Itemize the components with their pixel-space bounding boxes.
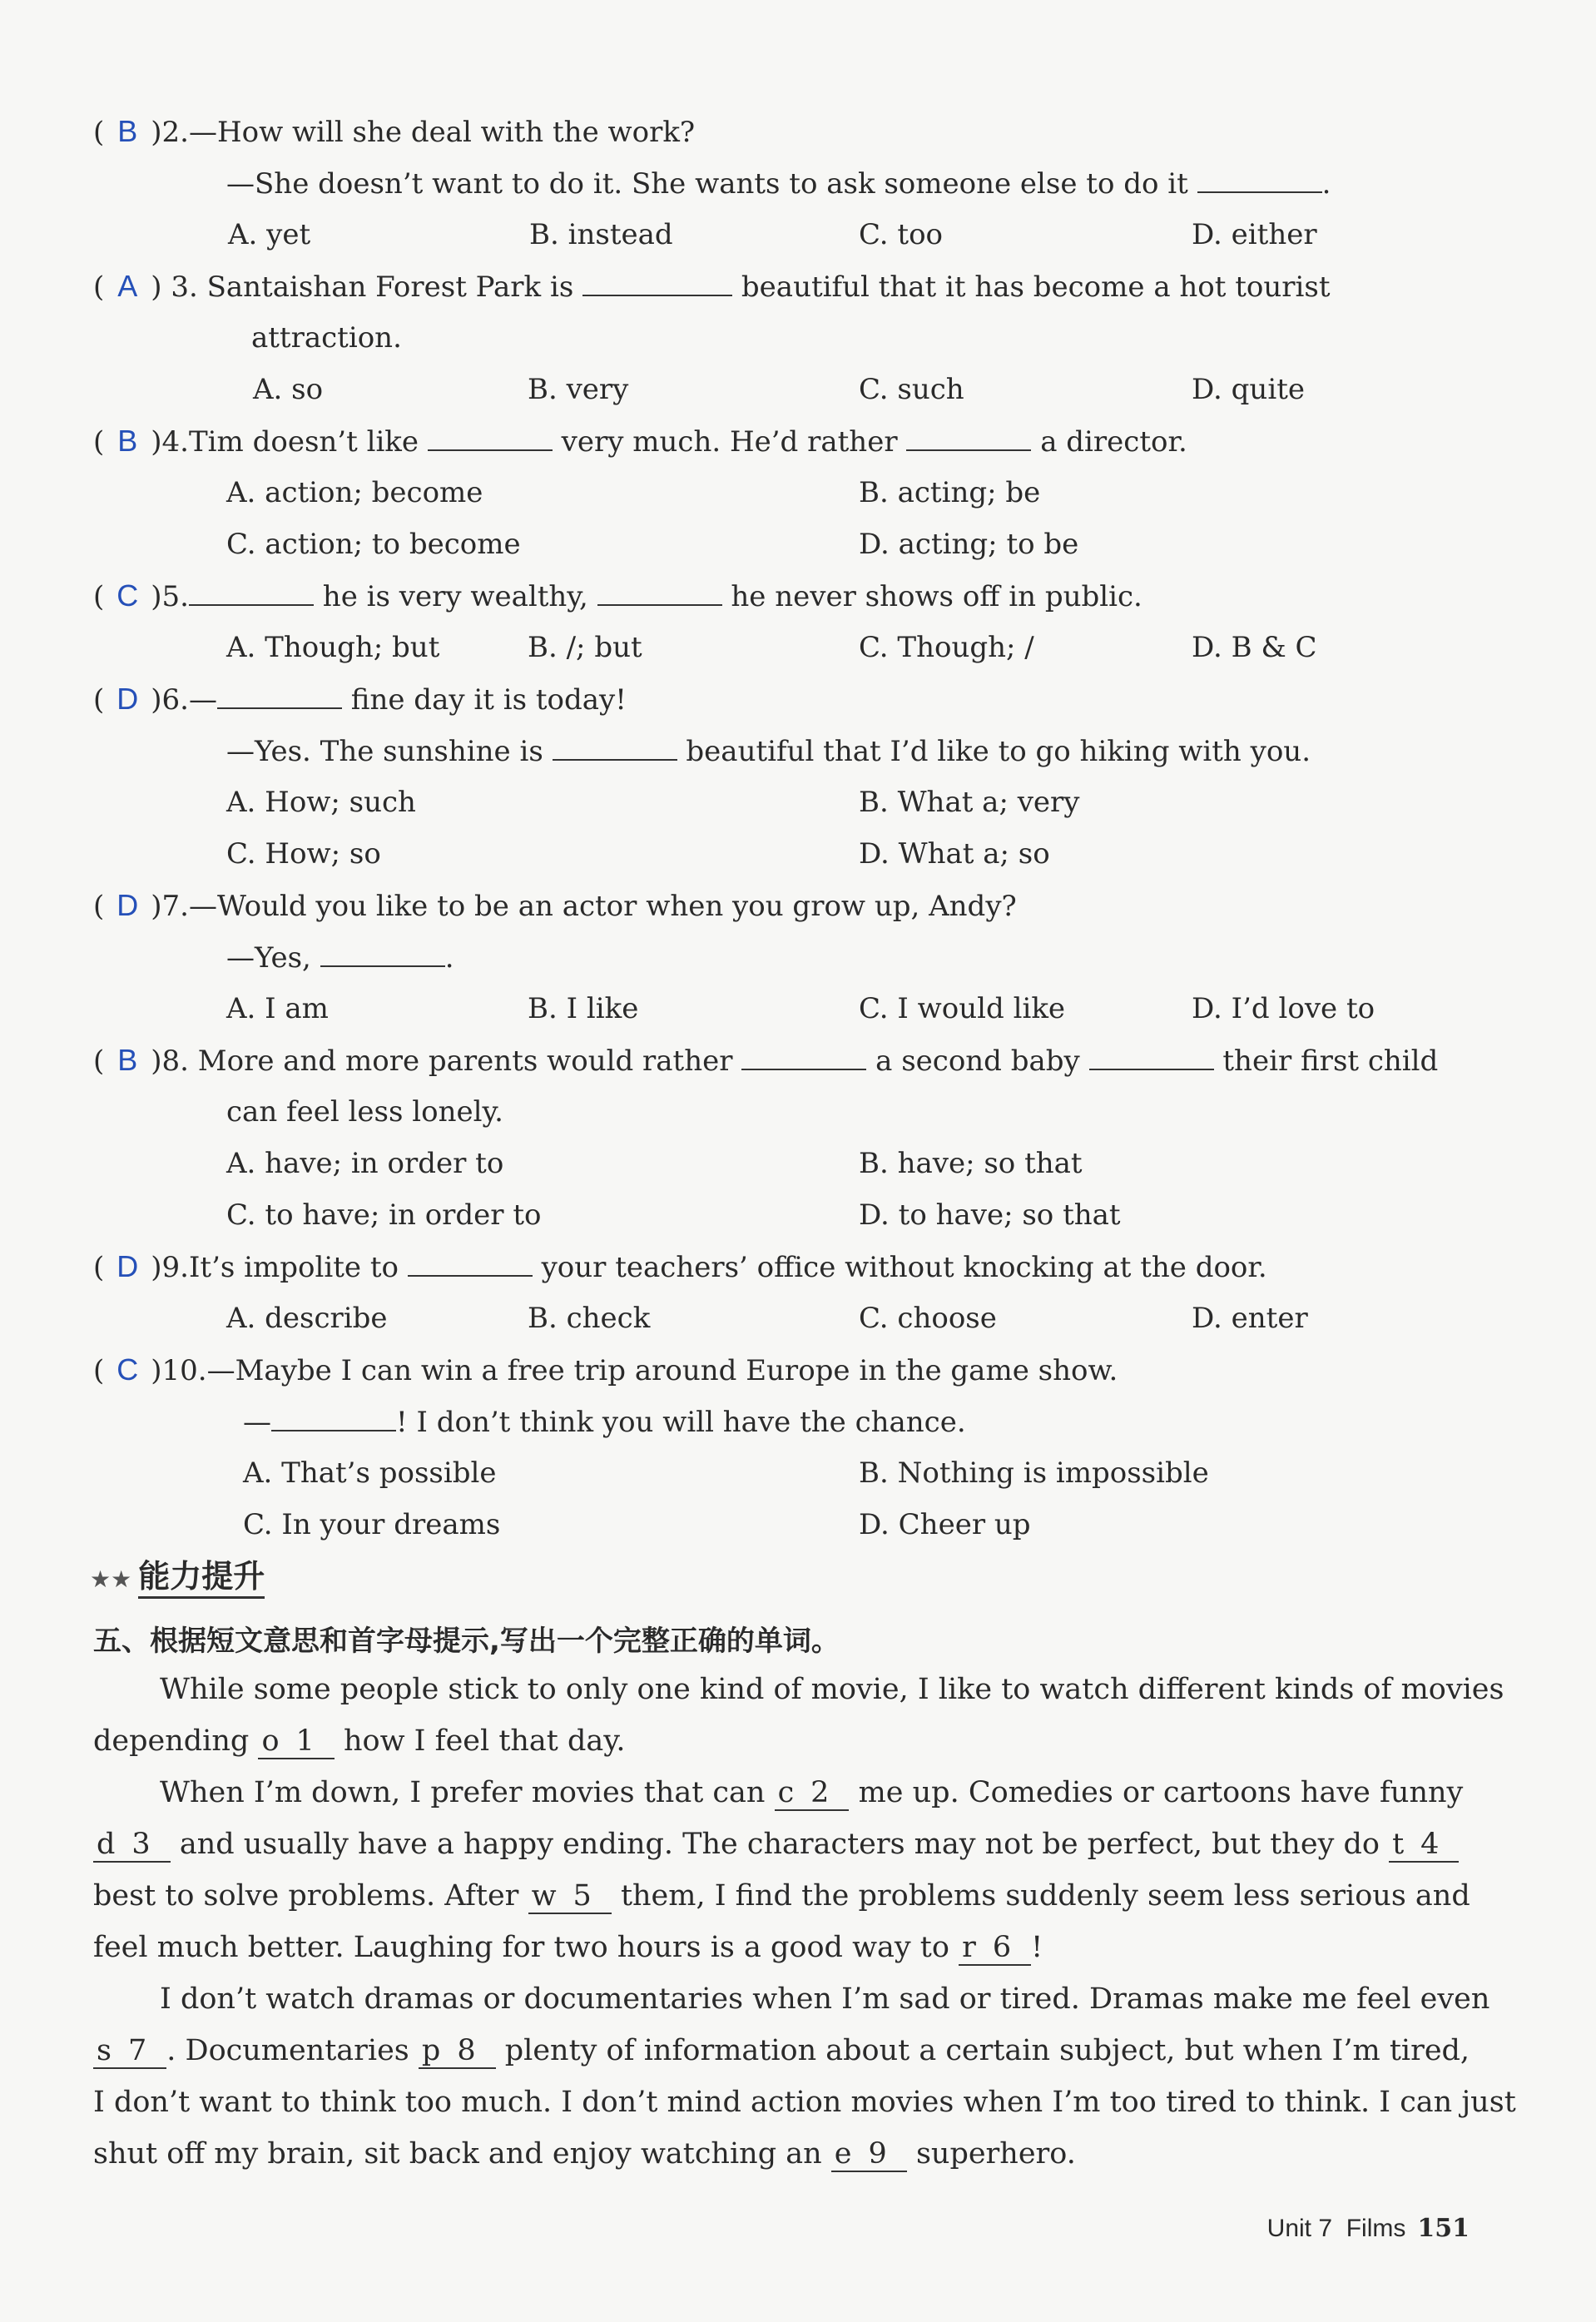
blank xyxy=(906,424,1031,451)
question-10-reply: — ! I don’t think you will have the chance. xyxy=(243,1406,966,1439)
blank xyxy=(597,579,722,606)
page-number: 151 xyxy=(1417,2214,1470,2243)
blank xyxy=(1089,1044,1214,1070)
question-6: ( D )6.— fine day it is today! xyxy=(93,682,627,717)
blank xyxy=(428,424,553,451)
option: B. very xyxy=(528,373,629,406)
question-10: ( C )10.—Maybe I can win a free trip around Europe in the game show. xyxy=(93,1352,1118,1387)
question-6-reply: —Yes. The sunshine is beautiful that I’d like to go hiking with you. xyxy=(226,735,1311,768)
blank xyxy=(408,1250,533,1277)
blank xyxy=(271,1405,396,1431)
answer-9: D xyxy=(116,1249,139,1283)
blank xyxy=(582,270,732,296)
option: C. too xyxy=(859,218,944,251)
option: A. have; in order to xyxy=(226,1147,504,1180)
fill-blank-7: s 7 xyxy=(93,2034,166,2069)
passage-line: depending o 1 how I feel that day. xyxy=(93,1724,626,1758)
question-3-cont: attraction. xyxy=(251,321,402,355)
option: B. instead xyxy=(529,218,673,251)
option: A. How; such xyxy=(226,786,416,819)
passage-line: feel much better. Laughing for two hours is a good way to r 6 ! xyxy=(93,1931,1043,1964)
question-8-cont: can feel less lonely. xyxy=(226,1095,503,1129)
question-2-reply: —She doesn’t want to do it. She wants to ask someone else to do it . xyxy=(226,167,1331,201)
option: D. enter xyxy=(1192,1302,1308,1335)
stars-icon: ★★ xyxy=(90,1565,132,1593)
passage-line: When I’m down, I prefer movies that can c 2 me up. Comedies or cartoons have funny xyxy=(160,1776,1464,1809)
question-7: ( D )7.—Would you like to be an actor when you grow up, Andy? xyxy=(93,888,1017,923)
option: D. quite xyxy=(1192,373,1305,406)
page-footer: Unit 7 Films 151 xyxy=(1266,2214,1470,2243)
fill-blank-9: e 9 xyxy=(831,2137,907,2172)
option: B. What a; very xyxy=(859,786,1080,819)
option: B. I like xyxy=(528,992,639,1025)
fill-blank-6: r 6 xyxy=(959,1931,1031,1966)
answer-2: B xyxy=(117,114,138,148)
question-3: ( A ) 3. Santaishan Forest Park is beautiful that it has become a hot tourist xyxy=(93,269,1331,304)
answer-8: B xyxy=(117,1043,138,1077)
answer-6: D xyxy=(116,682,139,716)
option: A. Though; but xyxy=(226,631,440,664)
blank xyxy=(741,1044,866,1070)
answer-4: B xyxy=(117,424,138,458)
section-heading: ★★ 能力提升 xyxy=(90,1556,265,1600)
option: B. Nothing is impossible xyxy=(859,1456,1209,1490)
option: C. Though; / xyxy=(859,631,1034,664)
fill-blank-8: p 8 xyxy=(419,2034,496,2069)
passage-line: I don’t want to think too much. I don’t mind action movies when I’m too tired to think. I can just xyxy=(93,2086,1516,2119)
blank xyxy=(189,579,314,606)
question-4: ( B )4.Tim doesn’t like very much. He’d rather a director. xyxy=(93,424,1187,459)
option: B. check xyxy=(528,1302,651,1335)
answer-7: D xyxy=(116,888,139,922)
question-2-stem: —How will she deal with the work? xyxy=(188,116,696,149)
option: D. acting; to be xyxy=(859,528,1079,561)
option: B. acting; be xyxy=(859,476,1041,509)
answer-10: C xyxy=(116,1352,139,1387)
option: C. How; so xyxy=(226,837,381,871)
option: C. to have; in order to xyxy=(226,1198,542,1232)
passage-line: I don’t watch dramas or documentaries when I’m sad or tired. Dramas make me feel even xyxy=(160,1982,1490,2016)
answer-3: A xyxy=(117,269,138,303)
passage-line: While some people stick to only one kind of movie, I like to watch different kinds of movies xyxy=(160,1673,1504,1706)
question-9: ( D )9.It’s impolite to your teachers’ office without knocking at the door. xyxy=(93,1249,1267,1284)
question-7-reply: —Yes, . xyxy=(226,941,454,975)
question-5: ( C )5. he is very wealthy, he never shows off in public. xyxy=(93,578,1142,613)
option: D. Cheer up xyxy=(859,1508,1031,1541)
option: D. to have; so that xyxy=(859,1198,1121,1232)
option: B. /; but xyxy=(528,631,642,664)
option: B. have; so that xyxy=(859,1147,1083,1180)
fill-blank-2: c 2 xyxy=(775,1776,850,1811)
passage-line: s 7 . Documentaries p 8 plenty of information about a certain subject, but when I’m tired, xyxy=(93,2034,1470,2069)
option: D. I’d love to xyxy=(1192,992,1375,1025)
option: C. In your dreams xyxy=(243,1508,501,1541)
fill-blank-1: o 1 xyxy=(258,1724,334,1759)
option: A. yet xyxy=(228,218,311,251)
option: A. action; become xyxy=(226,476,483,509)
blank xyxy=(1197,166,1322,193)
question-8: ( B )8. More and more parents would rather a second baby their first child xyxy=(93,1043,1439,1078)
passage-line: best to solve problems. After w 5 them, I find the problems suddenly seem less serious and xyxy=(93,1879,1470,1913)
fill-blank-4: t 4 xyxy=(1389,1828,1459,1863)
option: A. I am xyxy=(226,992,329,1025)
blank xyxy=(320,940,445,967)
passage-line: d 3 and usually have a happy ending. The characters may not be perfect, but they do t 4 xyxy=(93,1828,1459,1863)
option: A. That’s possible xyxy=(243,1456,497,1490)
option: A. so xyxy=(253,373,324,406)
option: C. I would like xyxy=(859,992,1066,1025)
option: A. describe xyxy=(226,1302,388,1335)
passage-line: shut off my brain, sit back and enjoy watching an e 9 superhero. xyxy=(93,2137,1076,2171)
option: D. B & C xyxy=(1192,631,1317,664)
option: C. such xyxy=(859,373,964,406)
option: C. action; to become xyxy=(226,528,521,561)
option: D. either xyxy=(1192,218,1317,251)
fill-blank-5: w 5 xyxy=(528,1879,612,1914)
fill-blank-3: d 3 xyxy=(93,1828,171,1863)
question-2: ( B )2.—How will she deal with the work? xyxy=(93,114,696,149)
section-title: 五、根据短文意思和首字母提示,写出一个完整正确的单词。 xyxy=(93,1625,840,1658)
blank xyxy=(553,734,677,761)
answer-5: C xyxy=(116,578,139,613)
option: D. What a; so xyxy=(859,837,1050,871)
option: C. choose xyxy=(859,1302,997,1335)
blank xyxy=(217,682,342,709)
